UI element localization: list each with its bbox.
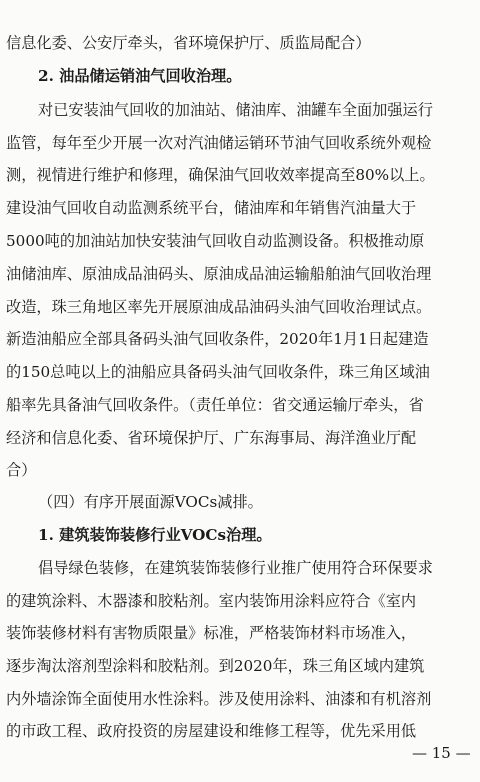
text-line-4: 监管，每年至少开展一次对汽油储运销环节油气回收系统外观检 [6,134,432,152]
text-line-21: 内外墙涂饰全面使用水性涂料。涉及使用涂料、油漆和有机溶剂 [6,690,432,708]
text-line-11: 的150总吨以上的油船应具备码头油气回收条件，珠三角区域油 [6,363,430,381]
text-line-18: 的建筑涂料、木器漆和胶粘剂。室内装饰用涂料应符合《室内 [6,592,417,610]
text-line-17: 倡导绿色装修，在建筑装饰装修行业推广使用符合环保要求 [38,559,433,577]
page-number: — 15 — [412,744,471,762]
text-line-7: 5000吨的加油站加快安装油气回收自动监测设备。积极推动原 [6,232,425,250]
text-line-8: 油储油库、原油成品油码头、原油成品油运输船舶油气回收治理 [6,265,432,283]
text-line-12: 船率先具备油气回收条件。（责任单位：省交通运输厅牵头，省 [6,396,424,414]
text-line-3: 对已安装油气回收的加油站、储油库、油罐车全面加强运行 [38,101,433,119]
text-line-14: 合） [6,461,37,479]
text-line-6: 建设油气回收自动监测系统平台，储油库和年销售汽油量大于 [6,199,417,217]
text-line-1: 信息化委、公安厅牵头，省环境保护厅、质监局配合） [6,34,371,52]
text-line-20: 逐步淘汰溶剂型涂料和胶粘剂。到2020年，珠三角区域内建筑 [6,657,425,675]
text-line-13: 经济和信息化委、省环境保护厅、广东海事局、海洋渔业厅配 [6,429,417,447]
subheading-building-decoration-vocs: 1. 建筑装饰装修行业VOCs治理。 [38,526,272,544]
text-line-9: 改造，珠三角地区率先开展原油成品油码头油气回收治理试点。 [6,298,432,316]
text-line-22: 的市政工程、政府投资的房屋建设和维修工程等，优先采用低 [6,722,417,740]
text-line-5: 测，视情进行维护和修理，确保油气回收效率提高至80%以上。 [6,166,435,184]
section-heading-area-source-vocs: （四）有序开展面源VOCs减排。 [38,493,263,511]
text-line-10: 新造油船应全部具备码头油气回收条件，2020年1月1日起建造 [6,330,429,348]
subheading-oil-vapor-recovery: 2. 油品储运销油气回收治理。 [38,67,242,85]
text-line-19: 装饰装修材料有害物质限量》标准，严格装饰材料市场准入， [6,624,417,642]
